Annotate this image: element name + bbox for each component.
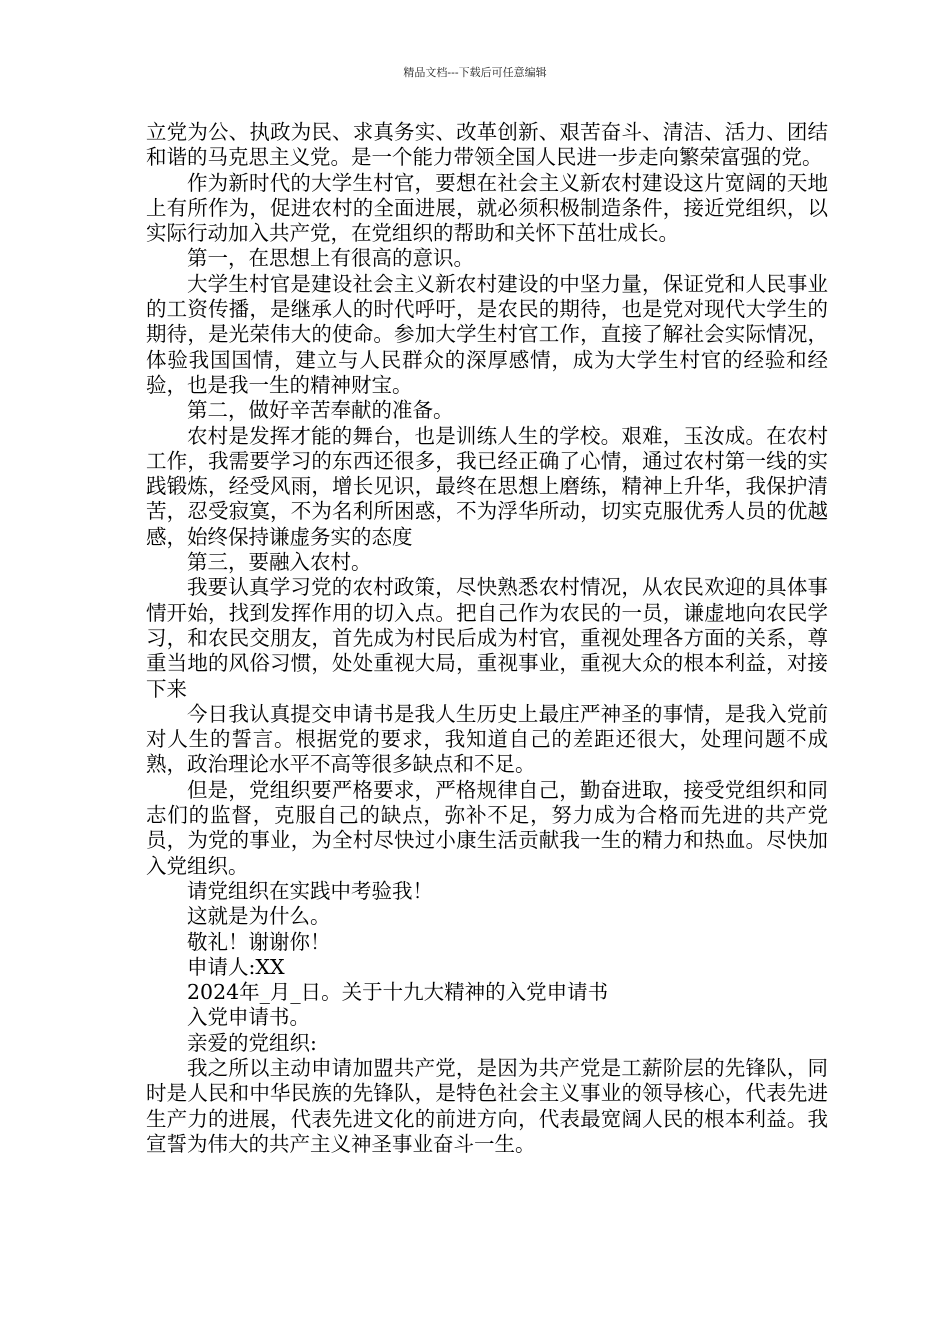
closing-line: 请党组织在实践中考验我！ — [187, 878, 433, 903]
section-heading: 第三，要融入农村。 — [187, 550, 372, 575]
paragraph: 我之所以主动申请加盟共产党，是因为共产党是工薪阶层的先锋队，同时是人民和中华民族的先锋队，是特色社会主义事业的领导核心，代表先进生产力的进展，代表先进文化的前进方向，代表最宽阔人民的根本利益。我宣誓为伟大的共产主义神圣事业奋斗一生。 — [146, 1055, 828, 1156]
paragraph: 我要认真学习党的农村政策，尽快熟悉农村情况，从农民欢迎的具体事情开始，找到发挥作用的切入点。把自己作为农民的一员，谦虚地向农民学习，和农民交朋友，首先成为村民后成为村官，重视处理各方面的关系，尊重当地的风俗习惯，处处重视大局，重视事业，重视大众的根本利益，对接下来 — [146, 575, 828, 701]
applicant-line: 申请人:XX — [187, 954, 285, 979]
document-title: 入党申请书。 — [187, 1005, 310, 1030]
section-heading: 第二，做好辛苦奉献的准备。 — [187, 398, 454, 423]
document-body — [146, 120, 828, 1157]
paragraph: 今日我认真提交申请书是我人生历史上最庄严神圣的事情，是我入党前对人生的誓言。根据党的要求，我知道自己的差距还很大，处理问题不成熟，政治理论水平不高等很多缺点和不足。 — [146, 701, 828, 777]
paragraph: 大学生村官是建设社会主义新农村建设的中坚力量，保证党和人民事业的工资传播，是继承人的时代呼吁，是农民的期待，也是党对现代大学生的期待，是光荣伟大的使命。参加大学生村官工作，直接了解社会实际情况，体验我国国情，建立与人民群众的深厚感情，成为大学生村官的经验和经验，也是我一生的精神财宝。 — [146, 271, 828, 397]
date-line: 2024年_月_日。关于十九大精神的入党申请书 — [187, 980, 609, 1005]
section-heading: 第一，在思想上有很高的意识。 — [187, 246, 474, 271]
paragraph: 农村是发挥才能的舞台，也是训练人生的学校。艰难，玉汝成。在农村工作，我需要学习的东西还很多，我已经正确了心情，通过农村第一线的实践锻炼，经受风雨，增长见识，最终在思想上磨练，精神上升华，我保护清苦，忍受寂寞，不为名利所困惑，不为浮华所动，切实克服优秀人员的优越感，始终保持谦虚务实的态度 — [146, 423, 828, 549]
greeting: 亲爱的党组织: — [187, 1030, 317, 1055]
closing-line: 这就是为什么。 — [187, 904, 331, 929]
paragraph: 立党为公、执政为民、求真务实、改革创新、艰苦奋斗、清洁、活力、团结和谐的马克思主义党。是一个能力带领全国人民进一步走向繁荣富强的党。 — [146, 120, 828, 170]
salutation: 敬礼！谢谢你！ — [187, 929, 331, 954]
page-header: 精品文档---下载后可任意编辑 — [403, 66, 547, 79]
paragraph: 作为新时代的大学生村官，要想在社会主义新农村建设这片宽阔的天地上有所作为，促进农村的全面进展，就必须积极制造条件，接近党组织，以实际行动加入共产党，在党组织的帮助和关怀下茁壮成长。 — [146, 170, 828, 246]
paragraph: 但是，党组织要严格要求，严格规律自己，勤奋进取，接受党组织和同志们的监督，克服自己的缺点，弥补不足，努力成为合格而先进的共产党员，为党的事业，为全村尽快过小康生活贡献我一生的精力和热血。尽快加入党组织。 — [146, 777, 828, 878]
